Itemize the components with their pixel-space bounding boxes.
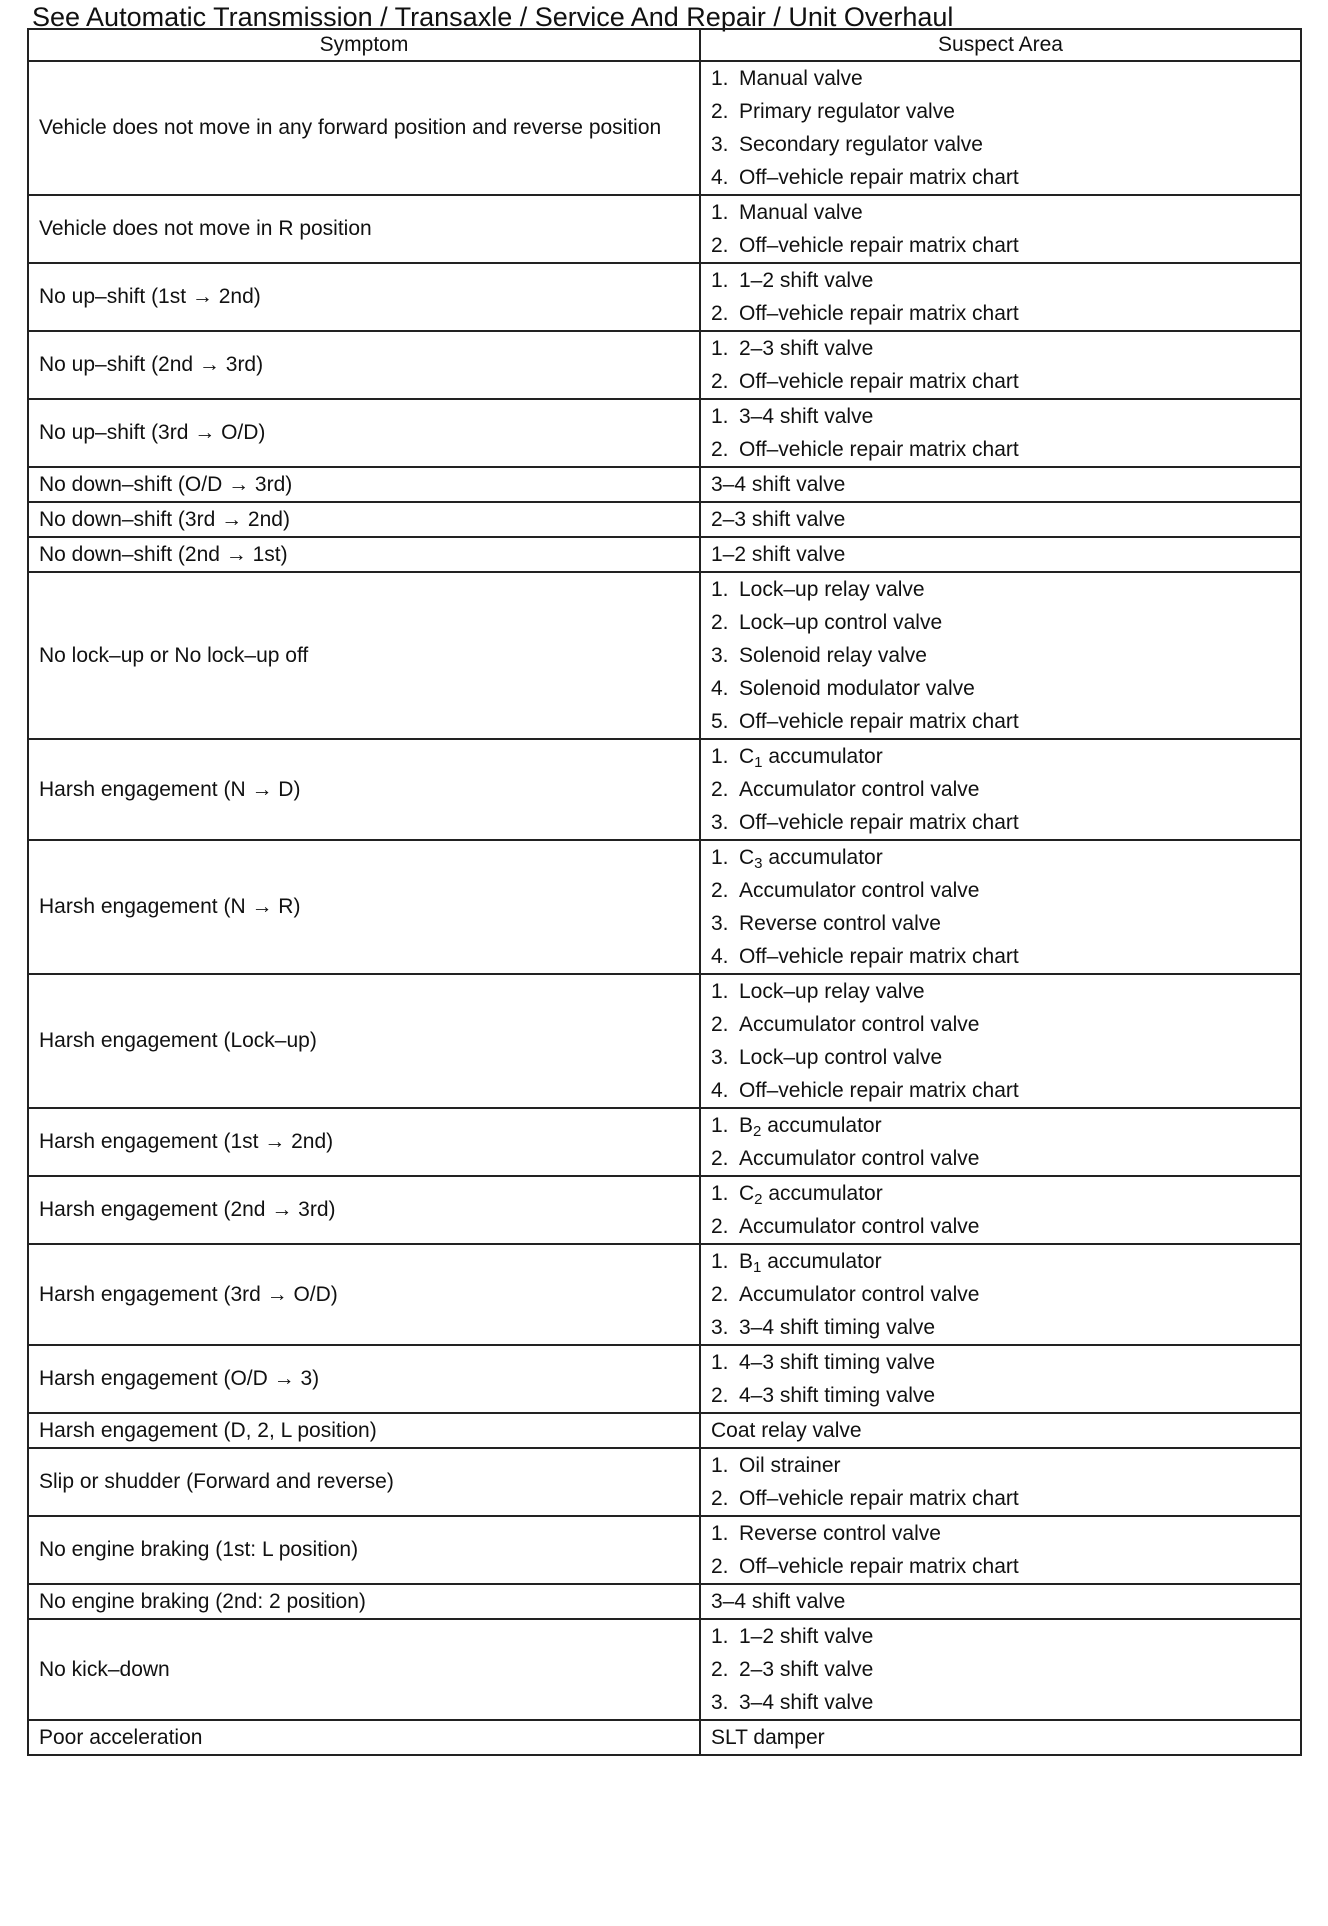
table-row (28, 1244, 1301, 1345)
suspect-item-subscript: 2 (754, 1191, 763, 1208)
table-row (28, 572, 1301, 739)
suspect-item (711, 1686, 1290, 1719)
table-row (28, 1584, 1301, 1619)
suspect-item (711, 62, 1290, 95)
suspect-area-cell (700, 263, 1301, 331)
suspect-item-text: 3–4 shift valve (711, 473, 846, 496)
symptom-cell: No lock–up or No lock–up off (28, 572, 700, 739)
suspect-item (711, 773, 1290, 806)
suspect-item-text: C (739, 745, 755, 768)
table-row (28, 1108, 1301, 1176)
suspect-item-subscript: 2 (753, 1123, 762, 1140)
suspect-item (711, 297, 1290, 330)
suspect-item (711, 806, 1290, 839)
suspect-area-cell (700, 467, 1301, 502)
suspect-item (711, 161, 1290, 194)
suspect-item-number: 2. (711, 1384, 729, 1407)
suspect-item-number: 3. (711, 912, 729, 935)
suspect-item-text: 1–2 shift valve (739, 1625, 874, 1648)
suspect-item-number: 1. (711, 1351, 729, 1374)
suspect-item (711, 538, 1290, 571)
table-row (28, 502, 1301, 537)
table-row (28, 840, 1301, 974)
suspect-area-cell (700, 1448, 1301, 1516)
suspect-item-number: 4. (711, 166, 729, 189)
suspect-item (711, 1482, 1290, 1515)
symptom-cell: Harsh engagement (N → R) (28, 840, 700, 974)
suspect-item-text: Off–vehicle repair matrix chart (739, 234, 1019, 257)
suspect-item-number: 2. (711, 438, 729, 461)
suspect-area-cell (700, 502, 1301, 537)
symptom-cell: No up–shift (3rd → O/D) (28, 399, 700, 467)
suspect-area-cell (700, 399, 1301, 467)
suspect-item-text: B (739, 1250, 754, 1273)
suspect-item-suffix: accumulator (762, 1182, 883, 1205)
suspect-item (711, 1449, 1290, 1482)
table-row (28, 399, 1301, 467)
suspect-item (711, 128, 1290, 161)
suspect-item-number: 2. (711, 1147, 729, 1170)
suspect-item-text: Coat relay valve (711, 1419, 862, 1442)
suspect-item-text: 2–3 shift valve (711, 508, 846, 531)
suspect-item (711, 1041, 1290, 1074)
suspect-item-number: 4. (711, 1079, 729, 1102)
suspect-item-text: 4–3 shift timing valve (739, 1351, 936, 1374)
table-row (28, 1176, 1301, 1244)
suspect-item (711, 975, 1290, 1008)
suspect-item-number: 2. (711, 1283, 729, 1306)
suspect-item-number: 1. (711, 1182, 729, 1205)
suspect-item-suffix: accumulator (762, 745, 883, 768)
suspect-area-cell (700, 61, 1301, 195)
suspect-item-number: 2. (711, 1215, 729, 1238)
suspect-item-text: Accumulator control valve (739, 1283, 980, 1306)
suspect-item-text: 1–2 shift valve (739, 269, 874, 292)
suspect-item (711, 940, 1290, 973)
suspect-item (711, 1414, 1290, 1447)
suspect-item (711, 1550, 1290, 1583)
suspect-item (711, 573, 1290, 606)
suspect-item-text: 3–4 shift valve (739, 405, 874, 428)
suspect-item (711, 1142, 1290, 1175)
suspect-item (711, 400, 1290, 433)
suspect-item-number: 1. (711, 1522, 729, 1545)
symptom-cell: Harsh engagement (1st → 2nd) (28, 1108, 700, 1176)
suspect-item-text: Manual valve (739, 201, 863, 224)
symptom-cell: Harsh engagement (O/D → 3) (28, 1345, 700, 1413)
suspect-item (711, 1109, 1290, 1142)
suspect-area-cell (700, 1516, 1301, 1584)
table-body (28, 61, 1301, 1755)
column-header-symptom: Symptom (28, 29, 700, 61)
suspect-item-subscript: 1 (753, 1259, 762, 1276)
suspect-item-number: 2. (711, 611, 729, 634)
suspect-item (711, 606, 1290, 639)
suspect-item-text: Reverse control valve (739, 1522, 941, 1545)
suspect-item-suffix: accumulator (761, 1250, 882, 1273)
suspect-item-text: C (739, 846, 755, 869)
suspect-item-number: 1. (711, 201, 729, 224)
suspect-item-text: SLT damper (711, 1726, 825, 1749)
suspect-item-number: 2. (711, 302, 729, 325)
suspect-area-cell (700, 1584, 1301, 1619)
suspect-item-text: C (739, 1182, 755, 1205)
suspect-item-number: 1. (711, 980, 729, 1003)
symptom-cell: Harsh engagement (D, 2, L position) (28, 1413, 700, 1448)
suspect-area-cell (700, 1176, 1301, 1244)
suspect-item-suffix: accumulator (762, 846, 883, 869)
suspect-item-text: Accumulator control valve (739, 778, 980, 801)
suspect-item (711, 1245, 1290, 1278)
suspect-item (711, 503, 1290, 536)
suspect-item-number: 5. (711, 710, 729, 733)
suspect-item-text: 1–2 shift valve (711, 543, 846, 566)
suspect-item (711, 841, 1290, 874)
suspect-item-number: 3. (711, 133, 729, 156)
troubleshooting-table-container (27, 28, 1302, 1756)
suspect-item (711, 1346, 1290, 1379)
suspect-item (711, 1653, 1290, 1686)
suspect-area-cell (700, 840, 1301, 974)
suspect-item-number: 2. (711, 879, 729, 902)
table-row (28, 263, 1301, 331)
suspect-item (711, 1177, 1290, 1210)
suspect-item-text: Primary regulator valve (739, 100, 955, 123)
symptom-cell: Harsh engagement (Lock–up) (28, 974, 700, 1108)
suspect-item (711, 1585, 1290, 1618)
suspect-item-text: 2–3 shift valve (739, 1658, 874, 1681)
suspect-item-text: Accumulator control valve (739, 1013, 980, 1036)
suspect-item (711, 1379, 1290, 1412)
suspect-item (711, 264, 1290, 297)
suspect-item-text: Solenoid modulator valve (739, 677, 975, 700)
suspect-item (711, 433, 1290, 466)
suspect-item (711, 639, 1290, 672)
suspect-item-number: 1. (711, 745, 729, 768)
suspect-item-number: 2. (711, 1013, 729, 1036)
suspect-item-number: 1. (711, 578, 729, 601)
suspect-item-number: 3. (711, 1691, 729, 1714)
suspect-item-number: 2. (711, 1658, 729, 1681)
suspect-item-text: Secondary regulator valve (739, 133, 983, 156)
suspect-item-number: 1. (711, 67, 729, 90)
suspect-item-subscript: 3 (754, 855, 763, 872)
suspect-item (711, 1278, 1290, 1311)
symptom-cell: Harsh engagement (3rd → O/D) (28, 1244, 700, 1345)
suspect-item-text: Lock–up control valve (739, 611, 943, 634)
suspect-item-number: 1. (711, 405, 729, 428)
suspect-area-cell (700, 1619, 1301, 1720)
suspect-item-text: Off–vehicle repair matrix chart (739, 945, 1019, 968)
symptom-cell: Harsh engagement (N → D) (28, 739, 700, 840)
suspect-item-number: 2. (711, 1555, 729, 1578)
suspect-item (711, 874, 1290, 907)
suspect-item-number: 3. (711, 1316, 729, 1339)
suspect-item-number: 1. (711, 1454, 729, 1477)
suspect-item-text: Off–vehicle repair matrix chart (739, 710, 1019, 733)
suspect-item-number: 2. (711, 370, 729, 393)
suspect-item (711, 672, 1290, 705)
suspect-item-number: 3. (711, 1046, 729, 1069)
suspect-item-text: Off–vehicle repair matrix chart (739, 811, 1019, 834)
symptom-cell: Vehicle does not move in any forward position and reverse position (28, 61, 700, 195)
suspect-item-text: Accumulator control valve (739, 1147, 980, 1170)
suspect-item-number: 1. (711, 337, 729, 360)
symptom-cell: No down–shift (3rd → 2nd) (28, 502, 700, 537)
suspect-area-cell (700, 537, 1301, 572)
suspect-item-subscript: 1 (754, 754, 763, 771)
table-row (28, 1345, 1301, 1413)
suspect-item-text: Off–vehicle repair matrix chart (739, 1079, 1019, 1102)
suspect-item-text: Accumulator control valve (739, 1215, 980, 1238)
table-row (28, 1413, 1301, 1448)
table-row (28, 1516, 1301, 1584)
suspect-area-cell (700, 1108, 1301, 1176)
table-header-row (28, 29, 1301, 61)
suspect-area-cell (700, 1413, 1301, 1448)
suspect-item (711, 332, 1290, 365)
table-row (28, 61, 1301, 195)
suspect-item-text: 2–3 shift valve (739, 337, 874, 360)
table-row (28, 195, 1301, 263)
suspect-item (711, 95, 1290, 128)
suspect-item (711, 1517, 1290, 1550)
suspect-item-text: 3–4 shift valve (739, 1691, 874, 1714)
suspect-item-text: Reverse control valve (739, 912, 941, 935)
symptom-cell: Vehicle does not move in R position (28, 195, 700, 263)
suspect-area-cell (700, 974, 1301, 1108)
suspect-item-text: Off–vehicle repair matrix chart (739, 302, 1019, 325)
suspect-item-text: B (739, 1114, 754, 1137)
suspect-area-cell (700, 1244, 1301, 1345)
suspect-item-number: 1. (711, 1114, 729, 1137)
table-row (28, 1619, 1301, 1720)
symptom-cell: No engine braking (1st: L position) (28, 1516, 700, 1584)
symptom-cell: No up–shift (1st → 2nd) (28, 263, 700, 331)
table-row (28, 739, 1301, 840)
suspect-item (711, 1311, 1290, 1344)
suspect-item (711, 365, 1290, 398)
table-row (28, 467, 1301, 502)
table-row (28, 331, 1301, 399)
symptom-cell: No kick–down (28, 1619, 700, 1720)
suspect-area-cell (700, 195, 1301, 263)
column-header-suspect-area: Suspect Area (700, 29, 1301, 61)
suspect-item-suffix: accumulator (761, 1114, 882, 1137)
suspect-item-number: 4. (711, 945, 729, 968)
suspect-item-number: 2. (711, 778, 729, 801)
table-row (28, 1720, 1301, 1755)
suspect-item-text: Lock–up relay valve (739, 578, 925, 601)
suspect-item-number: 2. (711, 1487, 729, 1510)
suspect-item-text: Off–vehicle repair matrix chart (739, 1487, 1019, 1510)
suspect-area-cell (700, 1345, 1301, 1413)
suspect-item-text: Solenoid relay valve (739, 644, 927, 667)
suspect-item-text: Off–vehicle repair matrix chart (739, 438, 1019, 461)
suspect-item-number: 2. (711, 100, 729, 123)
table-row (28, 537, 1301, 572)
suspect-item (711, 1620, 1290, 1653)
suspect-area-cell (700, 1720, 1301, 1755)
suspect-item-number: 1. (711, 269, 729, 292)
symptom-cell: No down–shift (O/D → 3rd) (28, 467, 700, 502)
table-row (28, 974, 1301, 1108)
suspect-item-text: 3–4 shift valve (711, 1590, 846, 1613)
suspect-item (711, 907, 1290, 940)
suspect-item (711, 1008, 1290, 1041)
symptom-cell: Poor acceleration (28, 1720, 700, 1755)
page-breadcrumb: See Automatic Transmission / Transaxle / Service And Repair / Unit Overhaul (32, 2, 954, 32)
symptom-cell: Harsh engagement (2nd → 3rd) (28, 1176, 700, 1244)
suspect-item-text: Accumulator control valve (739, 879, 980, 902)
suspect-area-cell (700, 739, 1301, 840)
suspect-item-text: 3–4 shift timing valve (739, 1316, 936, 1339)
suspect-item (711, 468, 1290, 501)
suspect-item (711, 1210, 1290, 1243)
suspect-item-text: Off–vehicle repair matrix chart (739, 166, 1019, 189)
table-row (28, 1448, 1301, 1516)
suspect-item (711, 196, 1290, 229)
suspect-item-text: Off–vehicle repair matrix chart (739, 1555, 1019, 1578)
symptom-cell: No down–shift (2nd → 1st) (28, 537, 700, 572)
suspect-item-number: 2. (711, 234, 729, 257)
suspect-item-text: Manual valve (739, 67, 863, 90)
suspect-item-text: Oil strainer (739, 1454, 841, 1477)
suspect-item (711, 740, 1290, 773)
suspect-item (711, 229, 1290, 262)
suspect-item-number: 1. (711, 1625, 729, 1648)
suspect-item-number: 1. (711, 1250, 729, 1273)
suspect-area-cell (700, 331, 1301, 399)
suspect-item (711, 1721, 1290, 1754)
symptom-cell: No up–shift (2nd → 3rd) (28, 331, 700, 399)
suspect-item (711, 705, 1290, 738)
suspect-item-text: Lock–up relay valve (739, 980, 925, 1003)
suspect-area-cell (700, 572, 1301, 739)
suspect-item-number: 3. (711, 644, 729, 667)
suspect-item-number: 4. (711, 677, 729, 700)
suspect-item-text: Off–vehicle repair matrix chart (739, 370, 1019, 393)
suspect-item-text: Lock–up control valve (739, 1046, 943, 1069)
suspect-item (711, 1074, 1290, 1107)
suspect-item-number: 1. (711, 846, 729, 869)
suspect-item-number: 3. (711, 811, 729, 834)
symptom-cell: Slip or shudder (Forward and reverse) (28, 1448, 700, 1516)
suspect-item-text: 4–3 shift timing valve (739, 1384, 936, 1407)
troubleshooting-table (27, 28, 1302, 1756)
symptom-cell: No engine braking (2nd: 2 position) (28, 1584, 700, 1619)
